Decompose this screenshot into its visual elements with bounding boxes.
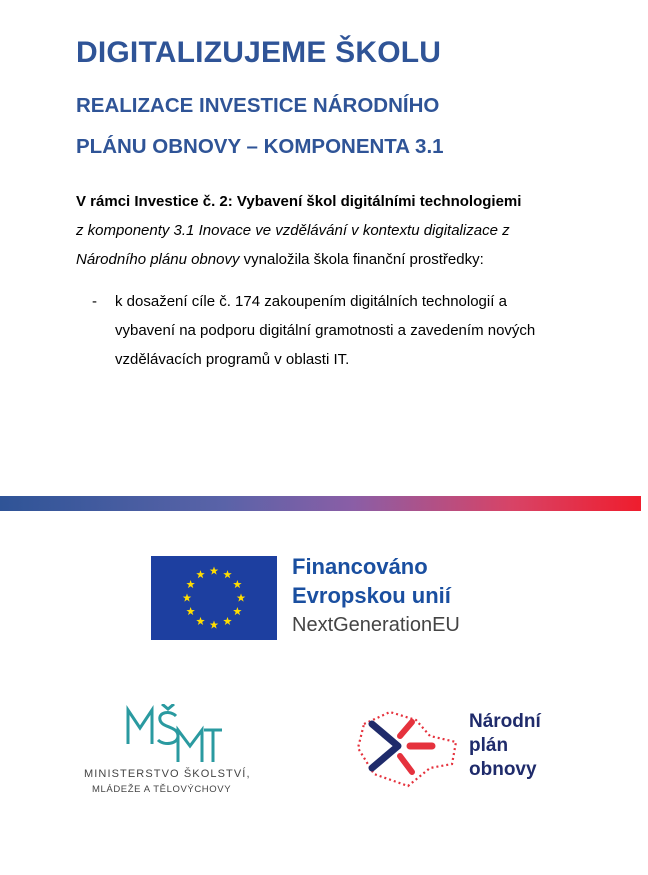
intro-paragraph [76,187,596,274]
page-title: DIGITALIZUJEME ŠKOLU [76,36,442,69]
eu-star [237,594,246,602]
msmt-label-line-2: MLÁDEŽE A TĚLOVÝCHOVY [92,784,232,795]
eu-star [196,570,205,578]
npo-text [469,710,541,782]
intro-bold-text: V rámci Investice č. 2: Vybavení škol digitálními technologiemi [76,193,522,210]
eu-star [186,607,195,615]
bullet-text: k dosažení cíle č. 174 zakoupením digitálních technologií a vybavení na podporu digitální gramotnosti a zavedením nových vzdělávacích programů v oblasti IT. [115,293,536,368]
msmt-label-line-1: MINISTERSTVO ŠKOLSTVÍ, [84,768,251,780]
eu-star [210,567,219,575]
eu-star [186,580,195,588]
eu-star [223,617,232,625]
eu-flag-icon [151,556,277,640]
eu-star [183,594,192,602]
eu-star [233,580,242,588]
intro-italic-text-1: z komponenty 3.1 Inovace ve vzdělávání v kontextu digitalizace z [76,222,510,239]
eu-star [223,570,232,578]
eu-star [196,617,205,625]
bullet-dash: - [92,293,97,310]
color-divider-stripe [0,496,641,511]
npo-text-line-1: Národní [469,711,541,732]
intro-tail-text: vynaložila škola finanční prostředky: [239,251,484,268]
eu-text-line-2: Evropskou unií [292,583,451,608]
npo-text-line-3: obnovy [469,759,537,780]
eu-funding-text [292,552,460,641]
subtitle-line-1: REALIZACE INVESTICE NÁRODNÍHO [76,94,440,117]
eu-text-line-3: NextGenerationEU [292,614,460,636]
intro-italic-text-2: Národního plánu obnovy [76,251,240,268]
subtitle-line-2: PLÁNU OBNOVY – KOMPONENTA 3.1 [76,135,444,158]
npo-text-line-2: plán [469,735,509,756]
eu-star [210,621,219,629]
npo-logo-icon [352,702,464,797]
eu-star [233,607,242,615]
eu-text-line-1: Financováno [292,554,428,579]
